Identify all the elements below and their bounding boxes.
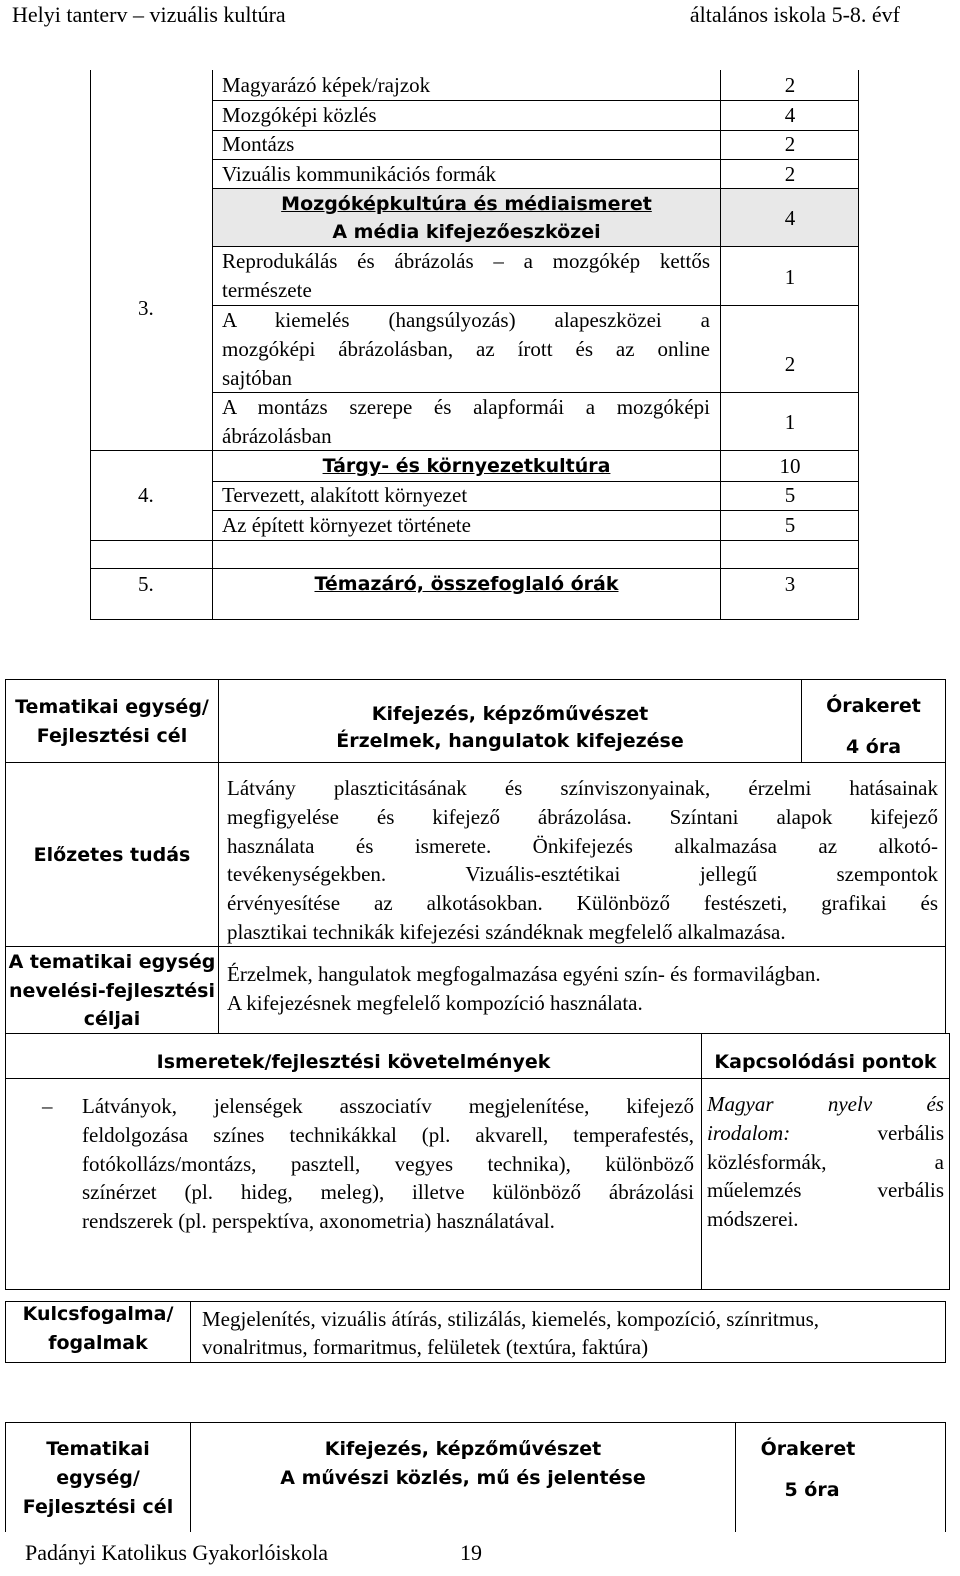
row-text: Magyarázó képek/rajzok <box>222 73 431 97</box>
unit2-title-line1: Kifejezés, képzőművészet <box>324 1438 602 1460</box>
section3-number: 3. <box>138 296 154 320</box>
section4-item1: Tervezett, alakított környezet <box>222 483 468 507</box>
row-hours: 2 <box>784 132 796 156</box>
unit1-key-line1: Megjelenítés, vizuális átírás, stilizálás, kiemelés, kompozíció, színritmus, <box>202 1307 820 1331</box>
unit2-label: Tematikai egység/ Fejlesztési cél <box>22 1438 174 1518</box>
row-hours: 2 <box>784 162 796 186</box>
unit1-links-text: Magyar nyelv és irodalom: verbális közlésformák, a műelemzés verbális módszerei. <box>707 1092 944 1232</box>
unit1-title-line2: Érzelmek, hangulatok kifejezése <box>336 730 684 752</box>
section4-item2: Az épített környezet története <box>222 513 471 537</box>
header-title: Helyi tanterv – vizuális kultúra <box>12 2 286 27</box>
section3-item3: A montázs szerepe és alapformái a mozgóképi ábrázolásban <box>222 395 710 448</box>
section4-item1-hours: 5 <box>784 483 796 507</box>
unit1-req-dash: – <box>42 1094 53 1118</box>
unit2-hours: 5 óra <box>784 1479 840 1501</box>
unit1-key-line2: vonalritmus, formaritmus, felületek (textúra, faktúra) <box>202 1335 649 1359</box>
section4-number: 4. <box>138 483 154 507</box>
page-number: 19 <box>460 1540 482 1565</box>
section3-item2: A kiemelés (hangsúlyozás) alapeszközei a mozgóképi ábrázolásban, az írott és az online sajtóban <box>222 308 710 390</box>
unit1-hours-label: Órakeret <box>826 695 921 717</box>
section5-hours: 3 <box>784 572 796 596</box>
footer-school: Padányi Katolikus Gyakorlóiskola <box>25 1540 329 1565</box>
unit1-key-label: Kulcsfogalma/ fogalmak <box>22 1303 174 1354</box>
section3-subtitle: A média kifejezőeszközei <box>332 221 601 243</box>
section5-title: Témazáró, összefoglaló órák <box>314 573 619 595</box>
section3-item1-hours: 1 <box>784 265 796 289</box>
section3-item2-hours: 2 <box>784 352 796 376</box>
unit1-req-text: Látványok, jelenségek asszociatív megjelenítése, kifejező feldolgozása színes technikákkal (pl. akvarell, temperafestés, fotókollázs/montázs, pasztell, vegyes technika), különböző színérzet (pl. hideg, meleg), illetve különböző ábrázolási rendszerek (pl. perspektíva, axonometria) használatával. <box>82 1094 694 1234</box>
section3-item1: Reprodukálás és ábrázolás – a mozgókép kettős természete <box>222 249 710 302</box>
header-grade: általános iskola 5-8. évf <box>689 2 900 27</box>
section4-hours: 10 <box>779 454 801 478</box>
unit1-hours: 4 óra <box>845 736 902 758</box>
row-text: Montázs <box>222 132 295 156</box>
unit1-goals-label: A tematikai egység nevelési-fejlesztési céljai <box>8 951 216 1030</box>
unit1-prior-text: Látvány plaszticitásának és színviszonyainak, érzelmi hatásainak megfigyelése és kifejező ábrázolása. Színtani alapok kifejező használata és ismerete. Önkifejezés alkalmazása az alkotó- tevékenységekben. Vizuális-esztétikai jellegű szempontok érvényesítése az alkotásokban. Különböző festészeti, grafikai és plasztikai technikák kifejezési szándéknak megfelelő alkalmazása. <box>227 776 938 944</box>
section3-title: Mozgóképkultúra és médiaismeret <box>281 193 652 215</box>
section3-hours: 4 <box>784 206 796 230</box>
section5-number: 5. <box>138 572 154 596</box>
unit1-title-line1: Kifejezés, képzőművészet <box>371 703 649 725</box>
row-hours: 2 <box>784 73 796 97</box>
unit1-links-header: Kapcsolódási pontok <box>714 1051 937 1073</box>
unit2-title-line2: A művészi közlés, mű és jelentése <box>280 1467 646 1489</box>
unit1-goals-line1: Érzelmek, hangulatok megfogalmazása egyéni szín- és formavilágban. <box>227 962 821 986</box>
unit2-hours-label: Órakeret <box>760 1438 856 1460</box>
row-text: Vizuális kommunikációs formák <box>222 162 497 186</box>
section4-title: Tárgy- és környezetkultúra <box>322 455 611 477</box>
row-text: Mozgóképi közlés <box>222 103 377 127</box>
section4-item2-hours: 5 <box>784 513 796 537</box>
unit1-req-header: Ismeretek/fejlesztési követelmények <box>156 1051 551 1073</box>
unit1-label: Tematikai egység/ Fejlesztési cél <box>15 696 209 747</box>
section3-item3-hours: 1 <box>784 410 796 434</box>
unit1-goals-line2: A kifejezésnek megfelelő kompozíció használata. <box>227 991 643 1015</box>
row-hours: 4 <box>784 103 796 127</box>
unit1-prior-label: Előzetes tudás <box>33 844 191 866</box>
